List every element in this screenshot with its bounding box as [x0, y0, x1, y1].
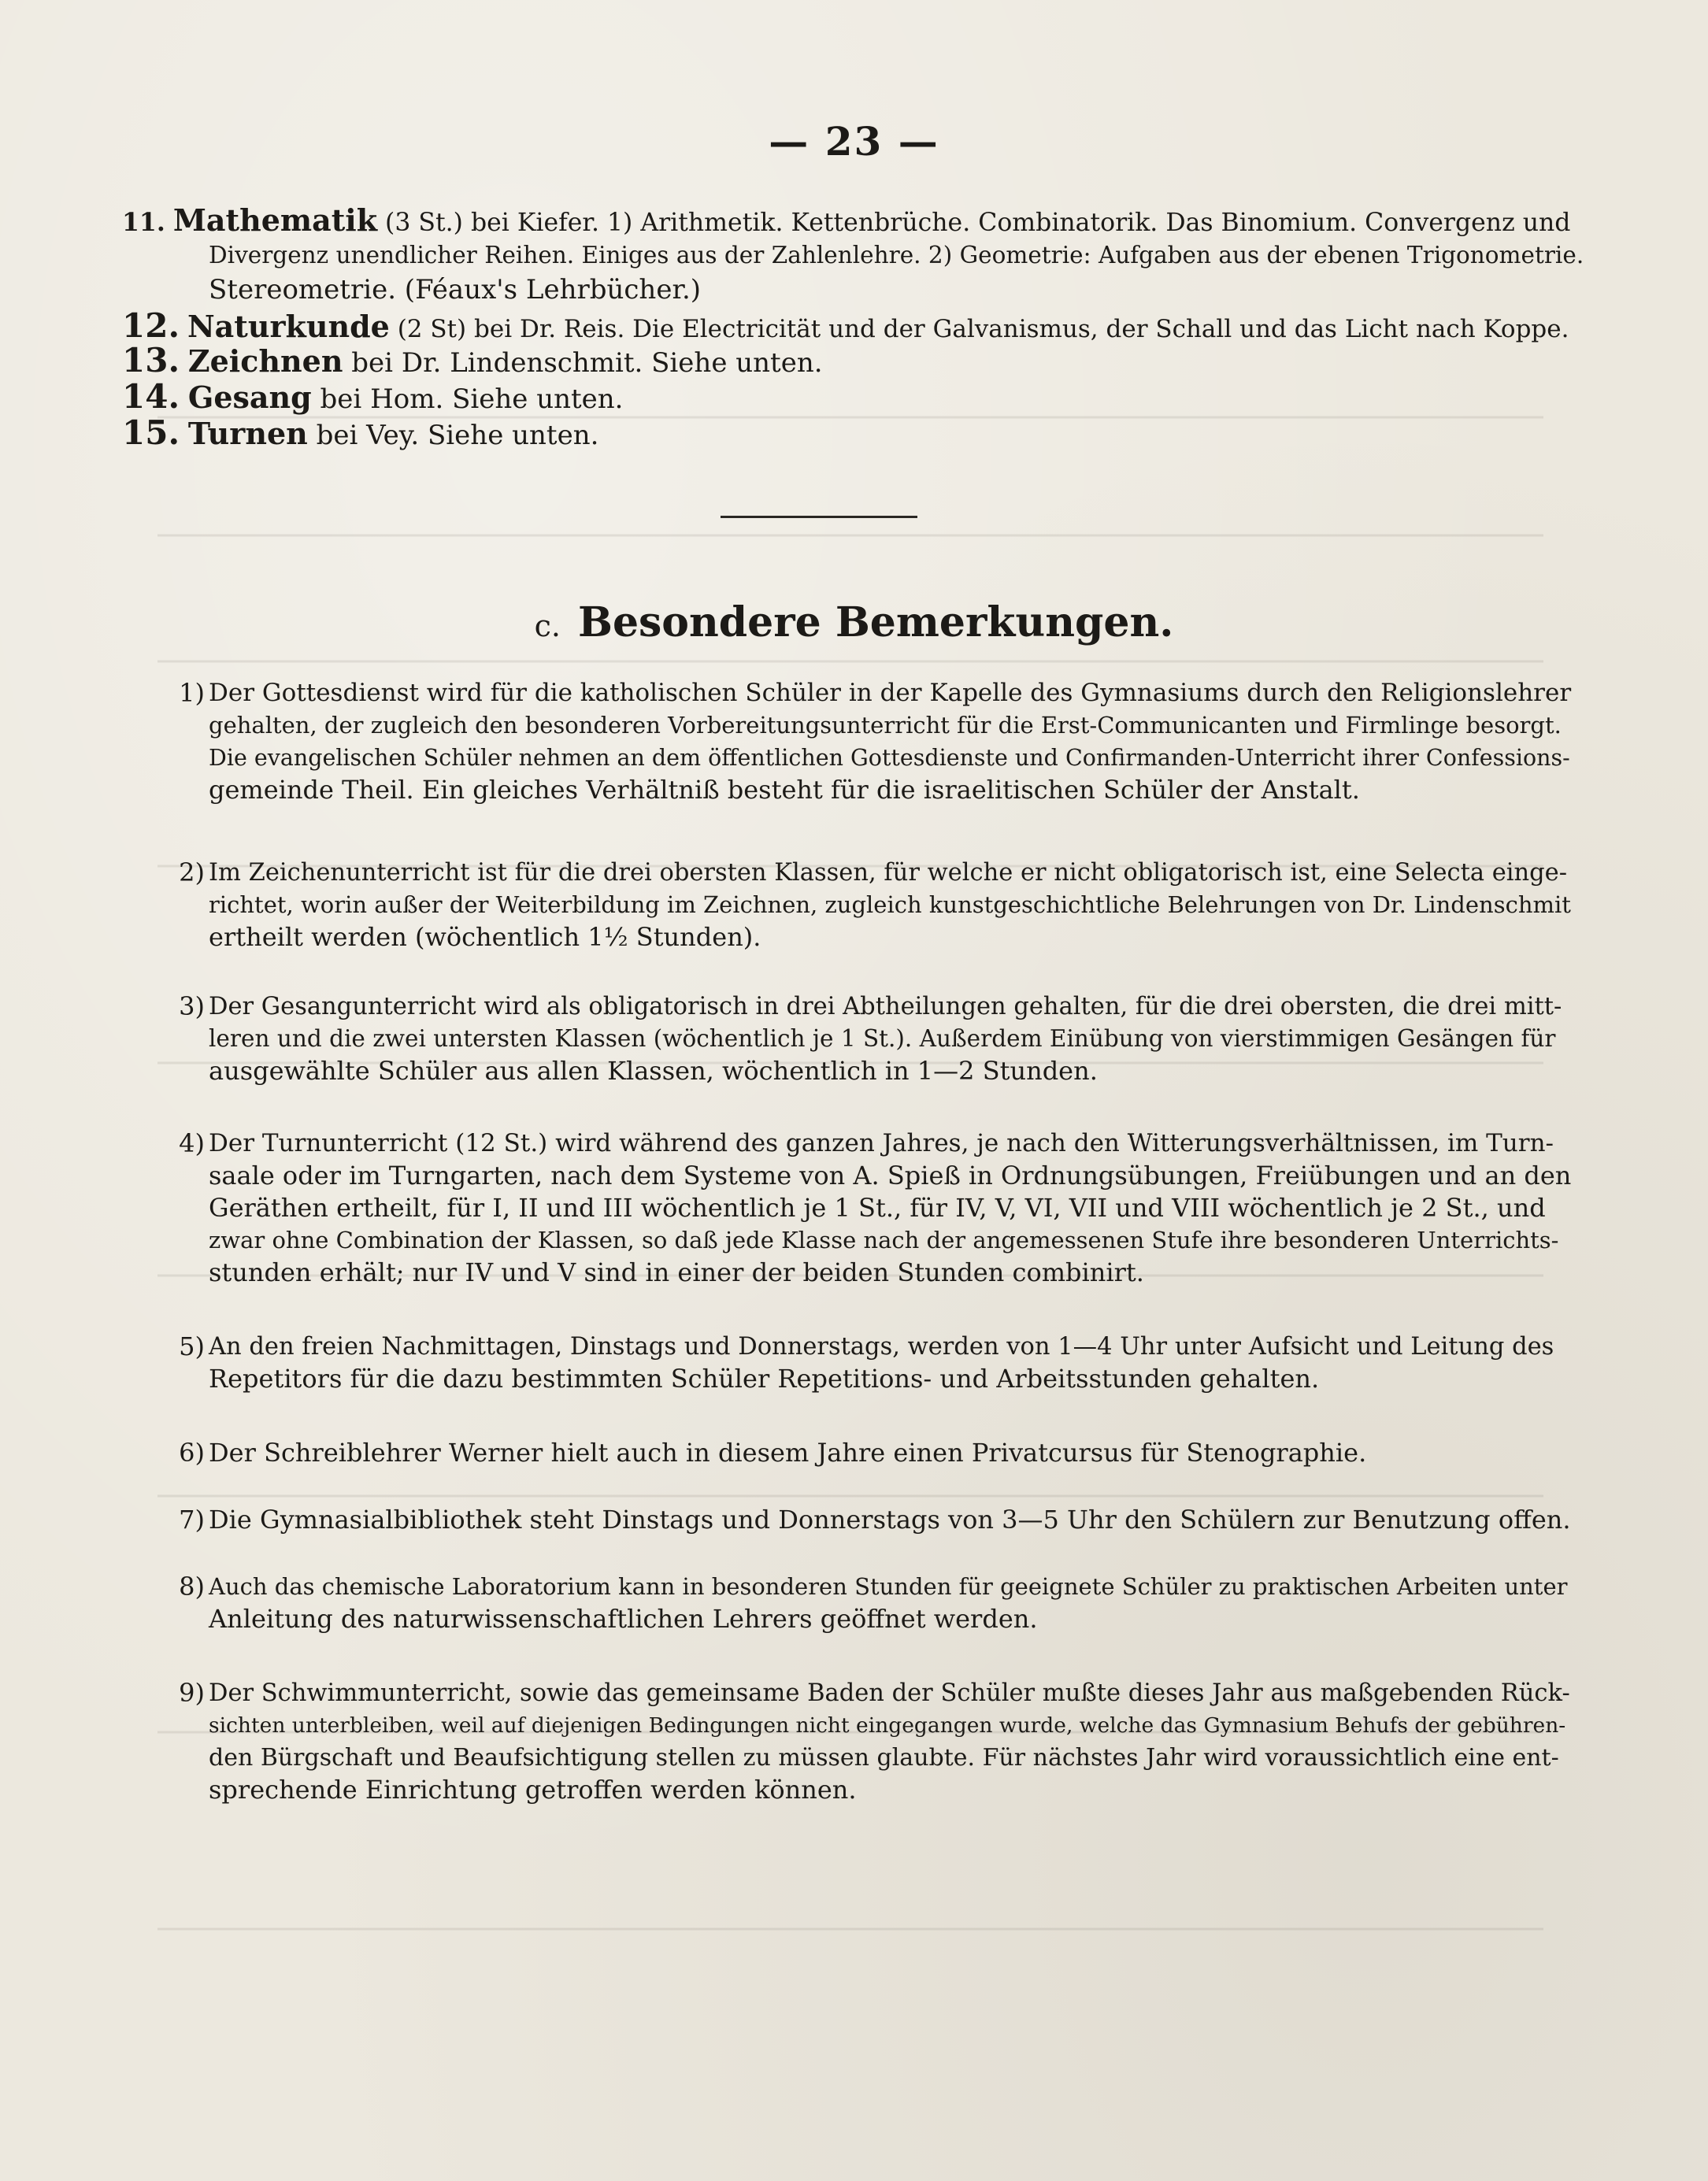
subject-text: (2 St) bei Dr. Reis. Die Electricität und der Galvanismus, der Schall und das Licht nach Koppe. — [397, 315, 1569, 343]
subject-12 — [122, 306, 1587, 346]
subject-text: bei Hom. Siehe unten. — [320, 383, 624, 415]
subject-title: Zeichnen — [187, 343, 343, 379]
subject-14 — [122, 377, 1587, 417]
remark-line: gehalten, der zugleich den besonderen Vorbereitungsunterricht für die Erst-Communicanten und Firmlinge besorgt. — [209, 712, 1562, 739]
remark-line: gemeinde Theil. Ein gleiches Verhältniß besteht für die israelitischen Schüler der Anstalt. — [209, 775, 1360, 805]
remark-text — [209, 1128, 1571, 1289]
section-title: Besondere Bemerkungen. — [578, 598, 1174, 646]
remark-line: Der Gesangunterricht wird als obligatorisch in drei Abtheilungen gehalten, für die drei obersten, die drei mitt- — [209, 993, 1562, 1020]
remark-line: richtet, worin außer der Weiterbildung im Zeichnen, zugleich kunstgeschichtliche Belehrungen von Dr. Lindenschmit — [209, 891, 1571, 918]
subject-title: Mathematik — [172, 202, 378, 238]
subject-15 — [122, 413, 1587, 453]
remark-line: ausgewählte Schüler aus allen Klassen, wöchentlich in 1—2 Stunden. — [209, 1056, 1098, 1086]
remark-line: Der Schreiblehrer Werner hielt auch in diesem Jahre einen Privatcursus für Stenographie. — [209, 1438, 1367, 1468]
remark-line: sichten unterbleiben, weil auf diejenigen Bedingungen nicht eingegangen wurde, welche das Gymnasium Behufs der gebühren- — [209, 1713, 1566, 1738]
remark-number: 9) — [179, 1678, 205, 1708]
remark-number: 8) — [179, 1572, 205, 1601]
remark-text — [209, 1331, 1571, 1395]
subject-number: 14. — [122, 377, 180, 416]
remark-line: An den freien Nachmittagen, Dinstags und Donnerstags, werden von 1—4 Uhr unter Aufsicht und Leitung des — [209, 1333, 1554, 1361]
subject-number: 11. — [122, 208, 165, 237]
remark-line: Der Turnunterricht (12 St.) wird während des ganzen Jahres, je nach den Witterungsverhältnissen, im Turn- — [209, 1129, 1554, 1157]
remark-4 — [157, 1128, 1571, 1293]
section-heading — [0, 598, 1708, 646]
remark-8 — [157, 1571, 1571, 1642]
remark-text — [209, 1571, 1571, 1635]
remark-9 — [157, 1677, 1571, 1815]
remark-line: zwar ohne Combination der Klassen, so daß jede Klasse nach der angemessenen Stufe ihre besonderen Unterrichts- — [209, 1227, 1559, 1253]
page-number: — 23 — — [769, 118, 939, 165]
remark-2 — [157, 857, 1571, 959]
remark-5 — [157, 1331, 1571, 1402]
remark-line: saale oder im Turngarten, nach dem Systeme von A. Spieß in Ordnungsübungen, Freiübungen und an den — [209, 1161, 1572, 1190]
remark-6 — [157, 1437, 1571, 1472]
remark-number: 7) — [179, 1505, 205, 1535]
subject-11-line-3: Stereometrie. (Féaux's Lehrbücher.) — [209, 274, 702, 305]
subject-number: 13. — [122, 341, 180, 380]
subject-text: bei Vey. Siehe unten. — [316, 420, 599, 451]
remark-line: sprechende Einrichtung getroffen werden können. — [209, 1775, 857, 1805]
remark-line: Repetitors für die dazu bestimmten Schüler Repetitions- und Arbeitsstunden gehalten. — [209, 1364, 1320, 1394]
remark-line: Geräthen ertheilt, für I, II und III wöchentlich je 1 St., für IV, V, VI, VII und VIII wöchentlich je 2 St., und — [209, 1193, 1546, 1223]
remark-1 — [157, 677, 1571, 819]
remark-number: 2) — [179, 857, 205, 887]
subject-title: Naturkunde — [187, 309, 390, 344]
subject-text: (3 St.) bei Kiefer. 1) Arithmetik. Kettenbrüche. Combinatorik. Das Binomium. Convergenz und — [385, 209, 1571, 237]
remark-number: 4) — [179, 1128, 205, 1158]
remark-line: leren und die zwei untersten Klassen (wöchentlich je 1 St.). Außerdem Einübung von vierstimmigen Gesängen für — [209, 1025, 1556, 1052]
remark-line: den Bürgschaft und Beaufsichtigung stellen zu müssen glaubte. Für nächstes Jahr wird voraussichtlich eine ent- — [209, 1744, 1559, 1772]
subject-number: 12. — [122, 306, 180, 345]
remark-text — [209, 857, 1571, 953]
remark-text — [209, 1504, 1571, 1536]
section-letter: c. — [534, 609, 561, 643]
remark-line: Der Schwimmunterricht, sowie das gemeinsame Baden der Schüler mußte dieses Jahr aus maßgebenden Rück- — [209, 1679, 1570, 1707]
remark-line: Anleitung des naturwissenschaftlichen Lehrers geöffnet werden. — [209, 1604, 1038, 1634]
subject-text: bei Dr. Lindenschmit. Siehe unten. — [351, 347, 823, 379]
remark-line: ertheilt werden (wöchentlich 1½ Stunden). — [209, 922, 761, 952]
remark-line: Die Gymnasialbibliothek steht Dinstags und Donnerstags von 3—5 Uhr den Schülern zur Benutzung offen. — [209, 1505, 1571, 1535]
remark-number: 5) — [179, 1331, 205, 1361]
remark-7 — [157, 1504, 1571, 1539]
subject-title: Turnen — [187, 416, 308, 451]
subject-11-line-1 — [122, 203, 1587, 240]
remark-text — [209, 991, 1571, 1087]
remark-number: 3) — [179, 991, 205, 1021]
remark-text — [209, 1677, 1571, 1806]
subject-11-line-2: Divergenz unendlicher Reihen. Einiges aus der Zahlenlehre. 2) Geometrie: Aufgaben aus der ebenen Trigonometrie. — [209, 242, 1584, 268]
remark-text — [209, 677, 1571, 806]
remark-line: stunden erhält; nur IV und V sind in einer der beiden Stunden combinirt. — [209, 1257, 1144, 1287]
remark-line: Auch das chemische Laboratorium kann in besonderen Stunden für geeignete Schüler zu praktischen Arbeiten unter — [209, 1573, 1568, 1600]
remark-line: Der Gottesdienst wird für die katholischen Schüler in der Kapelle des Gymnasiums durch den Religionslehrer — [209, 679, 1572, 707]
remark-line: Im Zeichenunterricht ist für die drei obersten Klassen, für welche er nicht obligatorisch ist, eine Selecta einge- — [209, 859, 1568, 887]
remark-number: 6) — [179, 1438, 205, 1468]
remark-number: 1) — [179, 678, 205, 708]
remark-text — [209, 1437, 1571, 1469]
remark-3 — [157, 991, 1571, 1093]
subject-number: 15. — [122, 413, 180, 452]
section-divider — [721, 516, 917, 518]
subject-title: Gesang — [187, 380, 312, 415]
subject-13 — [122, 343, 1587, 380]
remark-line: Die evangelischen Schüler nehmen an dem öffentlichen Gottesdienste und Confirmanden-Unterricht ihrer Confessions- — [209, 745, 1570, 771]
